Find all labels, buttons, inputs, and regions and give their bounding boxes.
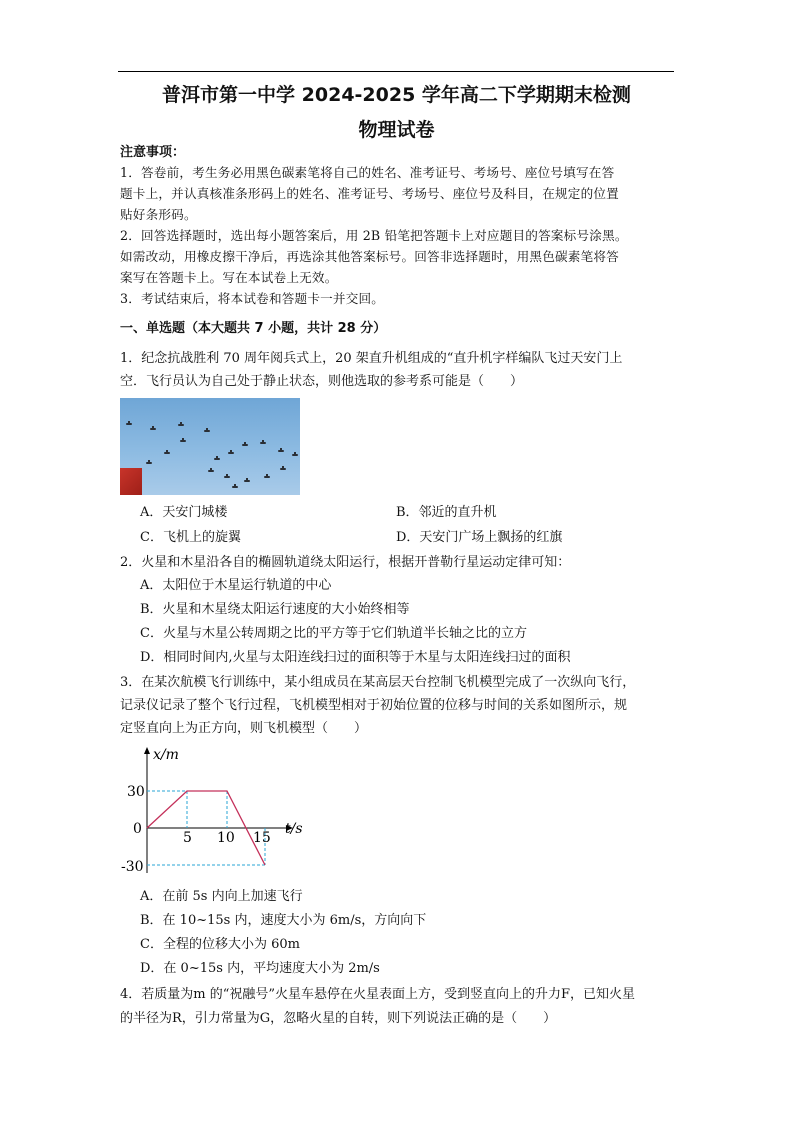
question-stem: 定竖直向上为正方向，则飞机模型（ ） [120, 721, 368, 736]
notes-line: 贴好条形码。 [120, 207, 197, 222]
x-tick-label: 15 [253, 830, 271, 846]
option-a: A．天安门城楼 [140, 505, 228, 520]
option-a: A．在前 5s 内向上加速飞行 [140, 889, 303, 904]
option-d: D．天安门广场上飘扬的红旗 [396, 530, 563, 545]
section-heading: 一、单选题（本大题共 7 小题，共计 28 分） [120, 321, 387, 336]
exam-subtitle: 物理试卷 [358, 119, 435, 141]
question-stem: 的半径为R，引力常量为G，忽略火星的自转，则下列说法正确的是（ ） [120, 1011, 557, 1026]
question-stem: 1．纪念抗战胜利 70 周年阅兵式上，20 架直升机组成的“直升机字样编队飞过天安门上 [120, 351, 623, 366]
question-stem: 空．飞行员认为自己处于静止状态，则他选取的参考系可能是（ ） [120, 374, 524, 389]
x-tick-label: 5 [183, 830, 192, 846]
option-b: B．在 10~15s 内，速度大小为 6m/s，方向向下 [140, 913, 427, 928]
exam-title: 普洱市第一中学 2024-2025 学年高二下学期期末检测 [162, 84, 631, 106]
notes-line: 案写在答题卡上。写在本试卷上无效。 [120, 270, 338, 285]
y-axis-arrow [144, 747, 150, 754]
notes-heading: 注意事项： [120, 145, 186, 160]
y-tick-label: -30 [121, 859, 144, 875]
notes-line: 2．回答选择题时，选出每小题答案后，用 2B 铅笔把答题卡上对应题目的答案标号涂黑。 [120, 228, 628, 243]
y-tick-label: 30 [127, 784, 145, 800]
x-axis-label: t/s [285, 821, 303, 837]
header-rule [118, 71, 674, 72]
option-d: D．相同时间内,火星与太阳连线扫过的面积等于木星与太阳连线扫过的面积 [140, 650, 571, 665]
option-b: B．火星和木星绕太阳运行速度的大小始终相等 [140, 602, 410, 617]
option-c: C．飞机上的旋翼 [140, 530, 241, 545]
y-axis-label: x/m [153, 747, 179, 763]
question-stem: 记录仪记录了整个飞行过程，飞机模型相对于初始位置的位移与时间的关系如图所示，规 [120, 698, 628, 713]
option-b: B．邻近的直升机 [396, 505, 497, 520]
option-c: C．火星与木星公转周期之比的平方等于它们轨道半长轴之比的立方 [140, 626, 527, 641]
y-tick-label: 0 [133, 821, 142, 837]
notes-line: 题卡上，并认真核准条形码上的姓名、准考证号、考场号、座位号及科目，在规定的位置 [120, 186, 619, 201]
helicopter-formation-photo [120, 398, 300, 495]
question-stem: 2．火星和木星沿各自的椭圆轨道绕太阳运行，根据开普勒行星运动定律可知： [120, 555, 571, 570]
question-stem: 4．若质量为m 的“祝融号”火星车悬停在火星表面上方，受到竖直向上的升力F，已知火星 [120, 987, 636, 1002]
notes-line: 如需改动，用橡皮擦干净后，再选涂其他答案标号。回答非选择题时，用黑色碳素笔将答 [120, 249, 619, 264]
option-a: A．太阳位于木星运行轨道的中心 [140, 578, 332, 593]
displacement-time-graph [117, 745, 317, 880]
option-c: C．全程的位移大小为 60m [140, 937, 300, 952]
notes-line: 3．考试结束后，将本试卷和答题卡一并交回。 [120, 291, 385, 306]
question-stem: 3．在某次航模飞行训练中，某小组成员在某高层天台控制飞机模型完成了一次纵向飞行， [120, 675, 636, 690]
x-tick-label: 10 [217, 830, 235, 846]
option-d: D．在 0~15s 内，平均速度大小为 2m/s [140, 961, 380, 976]
notes-line: 1．答卷前，考生务必用黑色碳素笔将自己的姓名、准考证号、考场号、座位号填写在答 [120, 165, 615, 180]
